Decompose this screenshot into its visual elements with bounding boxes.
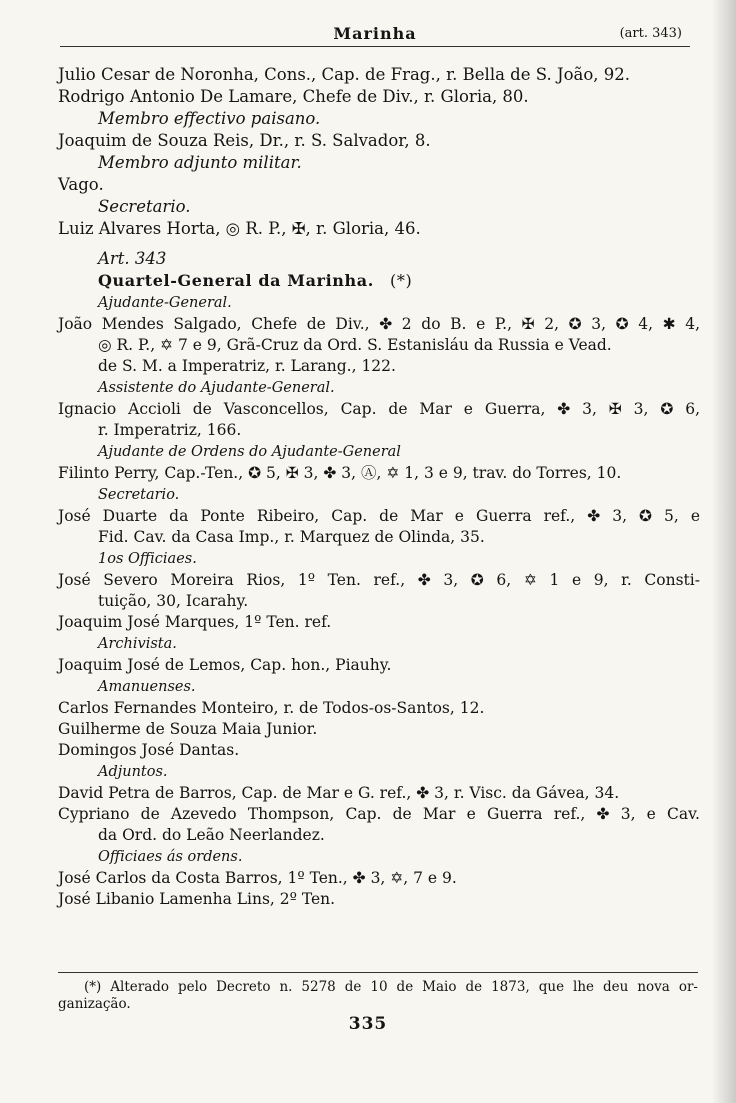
entry-line: Julio Cesar de Noronha, Cons., Cap. de Frag., r. Bella de S. João, 92. (58, 65, 631, 84)
footnote-line: ganização. (58, 996, 131, 1012)
entry-line: Luiz Alvares Horta, ◎ R. P., ✠, r. Gloria, 46. (58, 219, 421, 238)
running-title: Marinha (333, 24, 417, 43)
section-heading: Adjuntos. (98, 764, 168, 780)
section-heading: Membro adjunto militar. (98, 153, 302, 172)
footnote-line: (*) Alterado pelo Decreto n. 5278 de 10 de Maio de 1873, que lhe deu nova or- (84, 979, 698, 995)
entry (58, 719, 700, 740)
entry-line: Domingos José Dantas. (58, 741, 240, 759)
section-heading: Secretario. (98, 197, 191, 216)
entry (58, 463, 700, 484)
entry-line: Carlos Fernandes Monteiro, r. de Todos-os-Santos, 12. (58, 699, 485, 717)
entry-line: Vago. (58, 175, 104, 194)
entry (58, 314, 700, 377)
article-title-text: Quartel-General da Marinha. (98, 271, 374, 290)
page-header (60, 22, 690, 47)
entry-line: Cypriano de Azevedo Thompson, Cap. de Mar e Guerra ref., ✤ 3, e Cav. (58, 805, 700, 823)
entry-line: João Mendes Salgado, Chefe de Div., ✤ 2 do B. e P., ✠ 2, ✪ 3, ✪ 4, ✱ 4, (58, 315, 700, 333)
entry (58, 570, 700, 612)
entry-line: Joaquim José de Lemos, Cap. hon., Piauhy. (58, 656, 392, 674)
entry-line: Joaquim José Marques, 1º Ten. ref. (58, 613, 332, 631)
footnote (58, 972, 698, 1013)
entry-line: r. Imperatriz, 166. (98, 421, 242, 439)
sections-list (58, 292, 700, 910)
section-heading: Amanuenses. (98, 679, 196, 695)
entry-line: David Petra de Barros, Cap. de Mar e G. ref., ✤ 3, r. Visc. da Gávea, 34. (58, 784, 620, 802)
section-heading: Officiaes ás ordens. (98, 849, 243, 865)
section-heading: Membro effectivo paisano. (98, 109, 321, 128)
entry-line: José Carlos da Costa Barros, 1º Ten., ✤ 3, ✡, 7 e 9. (58, 869, 457, 887)
section-heading: 1os Officiaes. (98, 551, 197, 567)
section-heading: Assistente do Ajudante-General. (98, 380, 335, 396)
entry-line: tuição, 30, Icarahy. (98, 592, 249, 610)
entry-line: José Libanio Lamenha Lins, 2º Ten. (58, 890, 336, 908)
entry (58, 698, 700, 719)
article-title (58, 270, 700, 292)
section-heading: Ajudante de Ordens do Ajudante-General (98, 444, 401, 460)
page-body (58, 64, 700, 910)
entry (58, 868, 700, 889)
entry-line: José Duarte da Ponte Ribeiro, Cap. de Mar e Guerra ref., ✤ 3, ✪ 5, e (58, 507, 700, 525)
entry (58, 889, 700, 910)
entry-line: Joaquim de Souza Reis, Dr., r. S. Salvador, 8. (58, 131, 431, 150)
section-heading: Archivista. (98, 636, 177, 652)
entry-line: Ignacio Accioli de Vasconcellos, Cap. de Mar e Guerra, ✤ 3, ✠ 3, ✪ 6, (58, 400, 700, 418)
entry (58, 399, 700, 441)
entry-line: da Ord. do Leão Neerlandez. (98, 826, 325, 844)
entry-line: de S. M. a Imperatriz, r. Larang., 122. (98, 357, 396, 375)
entry-line: José Severo Moreira Rios, 1º Ten. ref., ✤ 3, ✪ 6, ✡ 1 e 9, r. Consti- (58, 571, 700, 589)
entry-line: Fid. Cav. da Casa Imp., r. Marquez de Olinda, 35. (98, 528, 485, 546)
footnote-marker: (*) (390, 271, 413, 290)
entry-line: Filinto Perry, Cap.-Ten., ✪ 5, ✠ 3, ✤ 3, Ⓐ, ✡ 1, 3 e 9, trav. do Torres, 10. (58, 464, 622, 482)
section-heading: Secretario. (98, 487, 180, 503)
entry (58, 804, 700, 846)
page-edge-shadow (712, 0, 736, 1103)
section-heading: Ajudante-General. (98, 295, 232, 311)
entry (58, 783, 700, 804)
entry-line: Guilherme de Souza Maia Junior. (58, 720, 318, 738)
entry-line: Rodrigo Antonio De Lamare, Chefe de Div., r. Gloria, 80. (58, 87, 529, 106)
entry-line: ◎ R. P., ✡ 7 e 9, Grã-Cruz da Ord. S. Estanisláu da Russia e Vead. (98, 336, 612, 354)
entry (58, 612, 700, 633)
entry (58, 506, 700, 548)
page-number: 335 (348, 1014, 388, 1034)
entry (58, 655, 700, 676)
article-reference: (art. 343) (619, 26, 682, 41)
entry (58, 740, 700, 761)
article-label: Art. 343 (98, 249, 167, 268)
